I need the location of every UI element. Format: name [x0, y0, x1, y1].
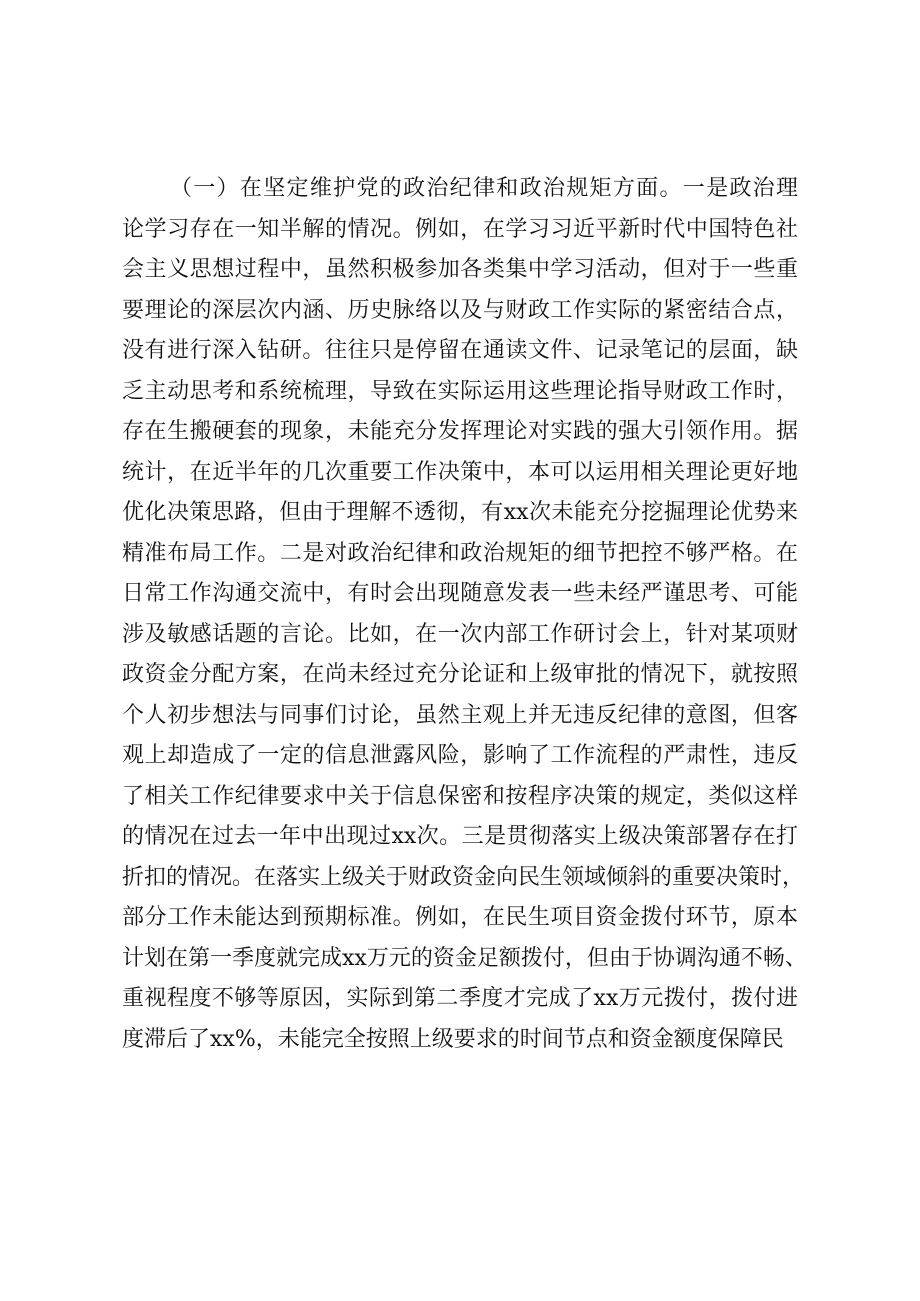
text-line: （一）在坚定维护党的政治纪律和政治规矩方面。一是政治理 [170, 176, 798, 201]
text-line: 度滞后了xx%，未能完全按照上级要求的时间节点和资金额度保障民 [122, 1026, 784, 1052]
text-line: 统计，在近半年的几次重要工作决策中，本可以运用相关理论更好地 [122, 459, 798, 485]
text-line: 日常工作沟通交流中，有时会出现随意发表一些未经严谨思考、可能 [122, 581, 798, 606]
text-line: 优化决策思路，但由于理解不透彻，有xx次未能充分挖掘理论优势来 [122, 500, 798, 525]
text-line: 涉及敏感话题的言论。比如，在一次内部工作研讨会上，针对某项财 [122, 621, 798, 647]
text-line: 论学习存在一知半解的情况。例如，在学习习近平新时代中国特色社 [122, 216, 798, 242]
text-line: 没有进行深入钻研。往往只是停留在通读文件、记录笔记的层面，缺 [122, 338, 798, 363]
text-line: 了相关工作纪律要求中关于信息保密和按程序决策的规定，类似这样 [122, 783, 798, 809]
text-line: 重视程度不够等原因，实际到第二季度才完成了xx万元拨付，拨付进 [122, 986, 798, 1011]
text-line: 计划在第一季度就完成xx万元的资金足额拨付，但由于协调沟通不畅、 [122, 945, 807, 971]
text-line: 个人初步想法与同事们讨论，虽然主观上并无违反纪律的意图，但客 [122, 702, 798, 728]
text-line: 乏主动思考和系统梳理，导致在实际运用这些理论指导财政工作时， [122, 378, 798, 404]
text-line: 政资金分配方案，在尚未经过充分论证和上级审批的情况下，就按照 [122, 662, 798, 687]
text-line: 精准布局工作。二是对政治纪律和政治规矩的细节把控不够严格。在 [122, 540, 798, 566]
text-line: 的情况在过去一年中出现过xx次。三是贯彻落实上级决策部署存在打 [122, 824, 798, 849]
text-line: 折扣的情况。在落实上级关于财政资金向民生领域倾斜的重要决策时， [122, 864, 805, 890]
text-line: 观上却造成了一定的信息泄露风险，影响了工作流程的严肃性，违反 [122, 743, 798, 768]
text-line: 会主义思想过程中，虽然积极参加各类集中学习活动，但对于一些重 [122, 257, 798, 282]
text-line: 存在生搬硬套的现象，未能充分发挥理论对实践的强大引领作用。据 [122, 419, 798, 444]
text-line: 部分工作未能达到预期标准。例如，在民生项目资金拨付环节，原本 [122, 905, 798, 930]
body-paragraph [122, 169, 807, 1060]
text-line: 要理论的深层次内涵、历史脉络以及与财政工作实际的紧密结合点， [122, 297, 798, 323]
